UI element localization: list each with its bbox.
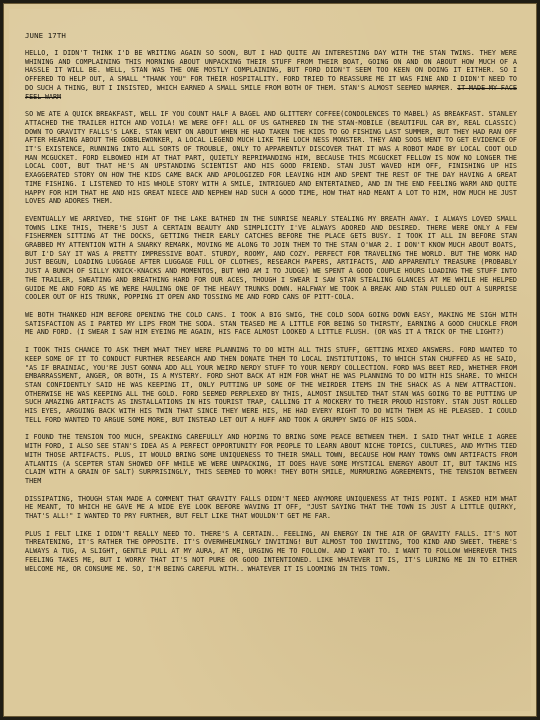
paragraph-4: WE BOTH THANKED HIM BEFORE OPENING THE COLD CANS. I TOOK A BIG SWIG, THE COLD SODA GOING DOWN EASY, MAKING ME SIGH WITH SATISFACTION AS I PARTED MY LIPS FROM THE SODA. STAN TEASED ME A LITTLE FOR BEING SO THIRSTY, EARNING A GOOD CHUCKLE FROM ME AND FORD. (I SWEAR I SAW HIM EYEING ME AGAIN, HIS FACE ALMOST LOOKED A LITTLE FLUSH. (OR WAS IT A TRICK OF THE LIGHT?) [25,310,517,337]
paragraph-1-text: HELLO, I DIDN'T THINK I'D BE WRITING AGAIN SO SOON, BUT I HAD QUITE AN INTERESTING DAY WITH THE STAN TWINS. THEY WERE WHINING AND COMPLAINING THIS MORNING ABOUT UNPACKING THEIR STUFF FROM THEIR BOAT, GOING ON AND ON ABOUT HOW MUCH OF A HASSLE IT WILL BE. WELL, STAN WAS THE ONE MOSTLY COMPLAINING, BUT FORD DIDN'T SEEM TOO KEEN ON DOING IT EITHER. SO I OFFERED TO HELP OUT, A SMALL "THANK YOU" FOR THEIR HOSPITALITY. FORD TRIED TO REASSURE ME IT WAS FINE AND I DIDN'T NEED TO DO SUCH A THING, BUT I INSISTED, WHICH EARNED A SMALL SMILE FROM BOTH OF THEM. STAN'S ALMOST SEEMED WARMER. [25,49,517,92]
paragraph-5: I TOOK THIS CHANCE TO ASK THEM WHAT THEY WERE PLANNING TO DO WITH ALL THIS STUFF, GETTING MIXED ANSWERS. FORD WANTED TO KEEP SOME OF IT TO CONDUCT FURTHER RESEARCH AND THEN DONATE THEM TO LOCAL INSTITUTIONS, TO WHICH STAN CHUFFED AS HE SAID, "AS IF BRAINIAC, YOU'RE JUST GONNA ADD ALL YOUR WEIRD NERDY STUFF TO YOUR NERDY COLLECTION. FORD WAS BEET RED, WHETHER FROM EMBARRASSMENT, ANGER, OR BOTH, IS A MYSTERY. FORD SHOT BACK AT HIM FOR WHAT HE WAS PLANNING TO DO WITH HIS SHARE. TO WHICH STAN CONFIDENTLY SAID HE WAS KEEPING IT, ONLY PUTTING UP SOME OF THE WEIRDER ITEMS IN THE SHACK AS A NEW ATTRACTION. OTHERWISE HE WAS KEEPING ALL THE GOLD. FORD SEEMED PERPLEXED BY THIS, ALMOST INSULTED THAT STAN WAS GOING TO BE PUTTING UP SUCH AMAZING ARTIFACTS AS INSTALLATIONS IN HIS TOURIST TRAP, CALLING IT A MOCKERY TO THEIR PROUD HISTORY. STAN JUST ROLLED HIS EYES, ARGUING BACK WITH HIS TWIN THAT SINCE THEY WERE HIS, HE HAD EVERY RIGHT TO DO WITH THEM AS HE PLEASED. I COULD TELL FORD WANTED TO ARGUE SOME MORE, BUT INSTEAD LET OUT A HUFF AND TOOK A GRUMPY SWIG OF HIS SODA. [25,346,517,424]
paragraph-7: DISSIPATING, THOUGH STAN MADE A COMMENT THAT GRAVITY FALLS DIDN'T NEED ANYMORE UNIQUENESS AT THIS POINT. I ASKED HIM WHAT HE MEANT, TO WHICH HE GAVE ME A WIDE EYE LOOK BEFORE WAVING IT OFF, "JUST SAYING THAT THE TOWN IS JUST A LITTLE QUIRKY, THAT'S ALL!" I WANTED TO PRY FURTHER, BUT FELT LIKE THAT WOULDN'T GET ME FAR. [25,494,517,521]
paragraph-2: SO WE ATE A QUICK BREAKFAST, WELL IF YOU COUNT HALF A BAGEL AND GLITTERY COFFEE(CONDOLENCES TO MABEL) AS BREAKFAST. STANLEY ATTACHED THE TRAILER HITCH AND VOILA! WE WERE OFF! ALL OF US GATHERED IN THE STAN-MOBILE (BEAUTIFUL CAR BY, REAL CLASSIC) DOWN TO GRAVITY FALLS'S LAKE. STAN WENT ON ABOUT WHEN HE HAD TAKEN THE KIDS TO GO FISHING LAST SUMMER, BUT THEY HAD RAN OFF AFTER HEARING ABOUT THE GOBBLEWONKER, A LOCAL LEGEND MUCH LIKE THE LOCH NESS MONSTER. THEY AND SOOS WENT TO GET EVIDENCE OF IT'S EXISTENCE, RUNNING INTO ALL SORTS OF TROUBLE, ONLY TO APPARENTLY DISCOVER THAT IT WAS A ROBOT MADE BY LOCAL COOT OLD MAN MCGUCKET. FORD ELBOWED HIM AT THAT PART, QUIETLY REPRIMANDING HIM, BECAUSE THIS MCGUCKET FELLOW IS NOW NO LONGER THE LOCAL COOT, BUT THAT HE'S AN UPSTANDING SCIENTIST AND HIS GOOD FRIEND. STAN JUST WAVED HIM OFF, FINISHING UP HIS EXAGGERATED STORY ON HOW THE KIDS CAME BACK AND APOLOGIZED FOR LEAVING HIM AND SPENT THE REST OF THE DAY HAVING A GREAT TIME FISHING. I LISTENED TO HIS WHOLE STORY WITH A SMILE, INTRIGUED AND ENTERTAINED, AND IN THE END FEELING WARM AND QUITE HAPPY FOR HIM THAT HE AND HIS GREAT NIECE AND NEPHEW HAD SUCH A GOOD TIME, HOW THAT HAD MEANT A LOT TO HIM, HOW MUCH HE JUST LOVES AND ADORES THEM. [25,110,517,206]
journal-page [9,9,531,711]
paragraph-3: EVENTUALLY WE ARRIVED, THE SIGHT OF THE LAKE BATHED IN THE SUNRISE NEARLY STEALING MY BREATH AWAY. I ALWAYS LOVED SMALL TOWNS LIKE THIS, THERE'S JUST A CERTAIN BEAUTY AND SIMPLICITY I'VE ALWAYS ADORED AND DESIRED. THERE WERE ONLY A FEW FISHERMEN SITTING AT THE DOCKS, GETTING THEIR EARLY CATCHES BEFORE THE PLACE GETS BUSY. I TOOK IT ALL IN BEFORE STAN GRABBED MY ATTENTION WITH A SNARKY REMARK, MOVING ME ALONG TO JOIN THEM TO THE STAN O'WAR 2. I DON'T KNOW MUCH ABOUT BOATS, BUT I'D SAY IT WAS A PRETTY IMPRESSIVE BOAT. STURDY, ROOMY, AND COZY. PERFECT FOR TRAVELING THE WORLD. BUT THE WORK HAD JUST BEGUN, LOADING LUGGAGE AFTER LUGGAGE FULL OF CLOTHES, RESEARCH PAPERS, ARTIFACTS, AND APPARENTLY TREASURE (PROBABLY JUST A BUNCH OF SILLY KNICK-KNACKS AND MOMENTOS, BUT WHO AM I TO JUDGE) WE SPENT A GOOD COUPLE HOURS LOADING THE STUFF INTO THE TRAILER, SWEATING AND BREATHING HARD FOR OUR ACES, THOUGH I SWEAR I SAW STAN STEALING GLANCES AT ME WHILE HE HELPED GUIDE ME AND FORD AS WE WERE HAULING ONE OF THE HEAVY TRUNKS DOWN. HALFWAY WE TOOK A BREAK AND STAN PULLED OUT A SURPRISE COOLER OUT OF HIS TRUNK, POPPING IT OPEN AND TOSSING ME AND FORD CANS OF PITT-COLA. [25,214,517,302]
paragraph-8: PLUS I FELT LIKE I DIDN'T REALLY NEED TO. THERE'S A CERTAIN.. FEELING, AN ENERGY IN THE AIR OF GRAVITY FALLS. IT'S NOT THREATENING, IT'S RATHER THE OPPOSITE. IT'S OVERWHELMINGLY INVITING! BUT ALMOST TOO INVITING, TOO KIND AND SWEET. THERE'S ALWAYS A TUG, A SLIGHT, GENTLE PULL AT MY AURA, AT ME, URGING ME TO FOLLOW. AND I WANT TO. I WANT TO FOLLOW WHEREVER THIS FEELING TAKES ME, BUT I WORRY THAT IT'S NOT PURE OR GOOD INTENTIONED. LIKE WHATEVER IT IS, IT'S LURING ME IN TO EITHER WELCOME ME, OR CONSUME ME. SO, I'M BEING CAREFUL WITH.. WHATEVER IT IS LOOMING IN THIS TOWN. [25,529,517,573]
paragraph-6: I FOUND THE TENSION TOO MUCH, SPEAKING CAREFULLY AND HOPING TO BRING SOME PEACE BETWEEN THEM. I SAID THAT WHILE I AGREE WITH FORD, I ALSO SEE STAN'S IDEA AS A PERFECT OPPORTUNITY FOR PEOPLE TO LEARN ABOUT NICHE TOPICS, CULTURES, AND MYTHS TIED WITH THOSE ARTIFACTS. PLUS, IT WOULD BRING SOME UNIQUENESS TO THEIR SMALL TOWN, BECAUSE HOW MANY TOWNS OWN ARTIFACTS FROM ATLANTIS (A SCEPTER STAN SHOWED OFF WHILE WE WERE UNPACKING, IT DOES HAVE SOME MYSTICAL ENERGY ABOUT IT, BUT TAKING HIS CLAIM WITH A GRAIN OF SALT) SURPRISINGLY, THIS SEEMED TO WORK! THEY BOTH SMILE, MURMURING AGREEMENTS, THE TENSION BETWEEN THEM [25,433,517,485]
paragraph-1 [25,49,517,101]
struck-through-text: IT MADE MY FACE FEEL WARM [25,83,517,101]
entry-date: JUNE 17TH [25,31,66,40]
